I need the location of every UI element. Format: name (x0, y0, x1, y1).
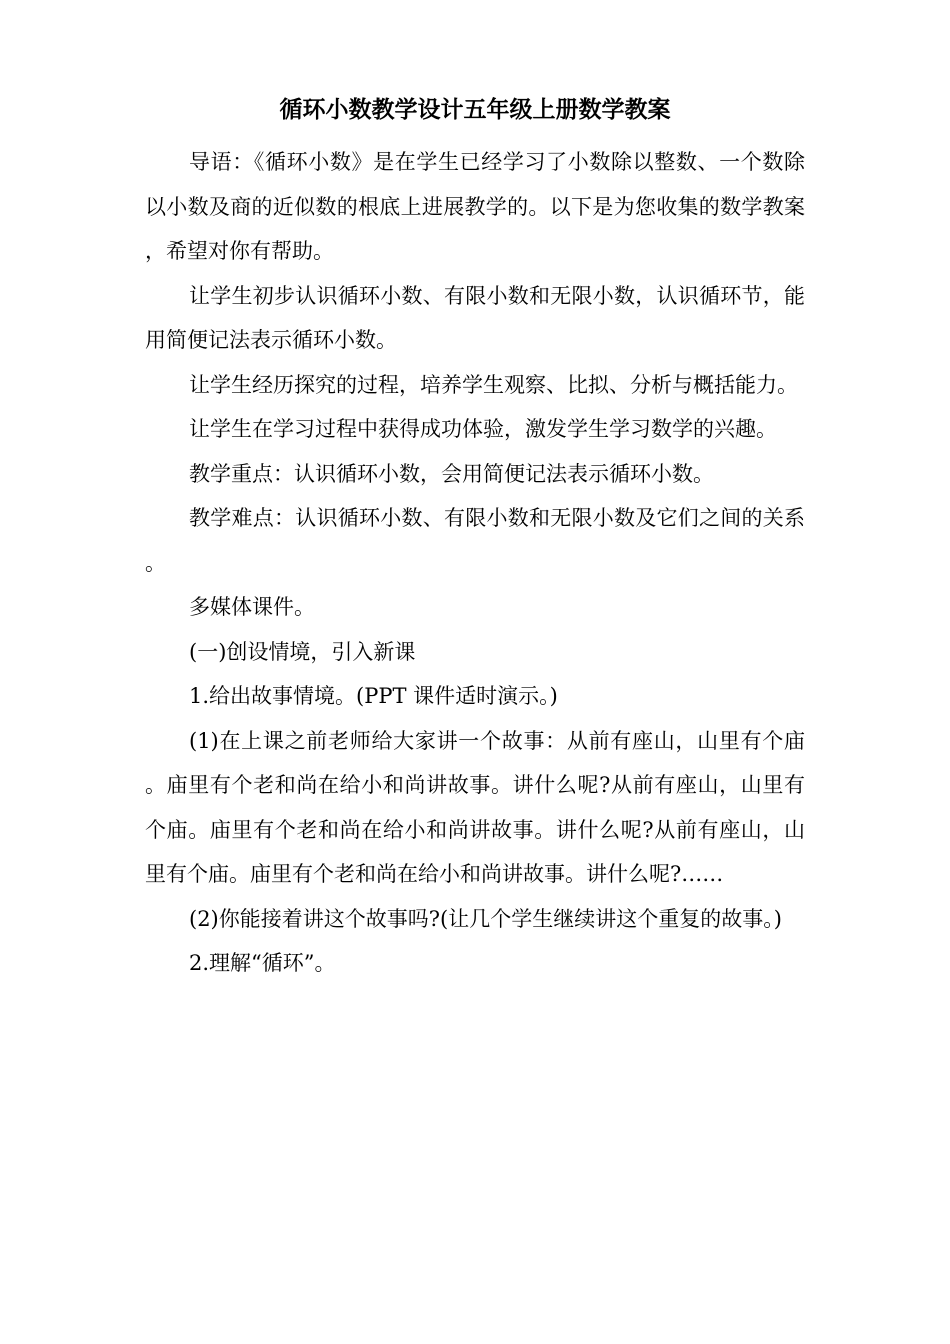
paragraph-step-2: 2.理解“循环”。 (189, 951, 336, 975)
paragraph-goal-3: 让学生在学习过程中获得成功体验，激发学生学习数学的兴趣。 (189, 417, 777, 441)
paragraph-key-point: 教学重点：认识循环小数，会用简便记法表示循环小数。 (189, 461, 714, 486)
paragraph-step-1: 1.给出故事情境。(PPT 课件适时演示。) (189, 684, 558, 708)
paragraph-section-heading: (一)创设情境，引入新课 (189, 639, 416, 664)
paragraph-goal-2: 让学生经历探究的过程，培养学生观察、比拟、分析与概括能力。 (189, 372, 798, 397)
document-title: 循环小数教学设计五年级上册数学教案 (279, 97, 671, 123)
document-body (145, 140, 805, 986)
paragraph-story: (1)在上课之前老师给大家讲一个故事：从前有座山，山里有个庙。庙里有个老和尚在给小和尚讲故事。讲什么呢?从前有座山，山里有个庙。庙里有个老和尚在给小和尚讲故事。讲什么呢?从前有座山，山里有个庙。庙里有个老和尚在给小和尚讲故事。讲什么呢?…… (145, 728, 805, 886)
paragraph-goal-1: 让学生初步认识循环小数、有限小数和无限小数，认识循环节，能用简便记法表示循环小数。 (145, 283, 805, 352)
paragraph-difficulty: 教学难点：认识循环小数、有限小数和无限小数及它们之间的关系。 (145, 506, 805, 575)
paragraph-question: (2)你能接着讲这个故事吗?(让几个学生继续讲这个重复的故事。) (189, 906, 782, 931)
paragraph-materials: 多媒体课件。 (189, 595, 315, 619)
paragraph-intro: 导语：《循环小数》是在学生已经学习了小数除以整数、一个数除以小数及商的近似数的根底上进展教学的。以下是为您收集的数学教案，希望对你有帮助。 (145, 150, 805, 263)
